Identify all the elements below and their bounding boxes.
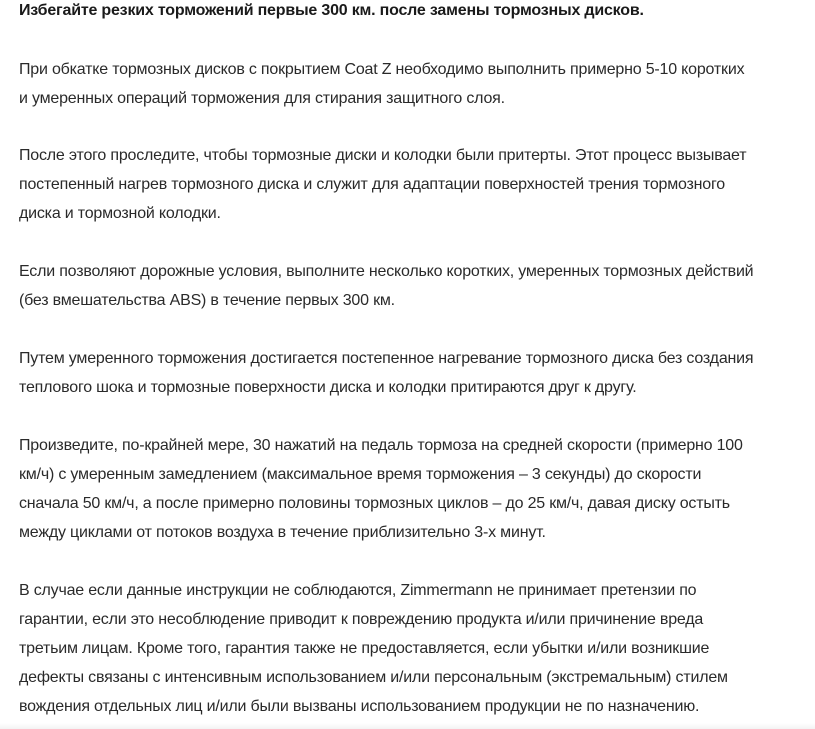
paragraph-line: сначала 50 км/ч, а после примерно половины тормозных циклов – до 25 км/ч, давая диску остыть [19,495,730,512]
paragraph-line: Путем умеренного торможения достигается постепенное нагревание тормозного диска без создания [19,350,754,367]
paragraph-road-conditions [19,257,753,315]
article [19,0,799,715]
paragraph-line: В случае если данные инструкции не соблюдаются, Zimmermann не принимает претензии по [19,582,697,599]
paragraph-line: (без вмешательства ABS) в течение первых 300 км. [19,292,395,309]
paragraph-line: дефекты связаны с интенсивным использованием и/или персональным (экстремальным) стилем [19,669,728,686]
paragraph-line: Произведите, по-крайней мере, 30 нажатий на педаль тормоза на средней скорости (примерно 100 [19,437,743,454]
paragraph-braking-procedure [19,431,743,547]
paragraph-bedding-in [19,141,746,228]
paragraph-line: Если позволяют дорожные условия, выполните несколько коротких, умеренных тормозных действий [19,263,754,280]
paragraph-line: между циклами от потоков воздуха в течение приблизительно 3-х минут. [19,524,546,541]
paragraph-line: третьим лицам. Кроме того, гарантия также не предоставляется, если убытки и/или возникшие [19,640,710,657]
paragraph-warranty [19,576,728,721]
paragraph-coat-z-break-in [19,55,744,113]
bottom-divider [0,723,815,729]
paragraph-line: постепенный нагрев тормозного диска и служит для адаптации поверхностей трения тормозного [19,176,725,193]
paragraph-line: вождения отдельных лиц и/или были вызваны использованием продукции не по назначению. [19,698,700,715]
paragraph-line: теплового шока и тормозные поверхности диска и колодки притираются друг к другу. [19,379,637,396]
paragraph-line: диска и тормозной колодки. [19,205,221,222]
paragraph-moderate-braking [19,344,753,402]
paragraph-line: км/ч) с умеренным замедлением (максимальное время торможения – 3 секунды) до скорости [19,466,702,483]
paragraph-line: При обкатке тормозных дисков с покрытием Coat Z необходимо выполнить примерно 5-10 коротких [19,61,745,78]
paragraph-line: После этого проследите, чтобы тормозные диски и колодки были притерты. Этот процесс вызывает [19,147,747,164]
article-heading: Избегайте резких торможений первые 300 км. после замены тормозных дисков. [19,2,644,19]
paragraph-line: и умеренных операций торможения для стирания защитного слоя. [19,90,505,107]
paragraph-line: гарантии, если это несоблюдение приводит к повреждению продукта и/или причинение вреда [19,611,704,628]
